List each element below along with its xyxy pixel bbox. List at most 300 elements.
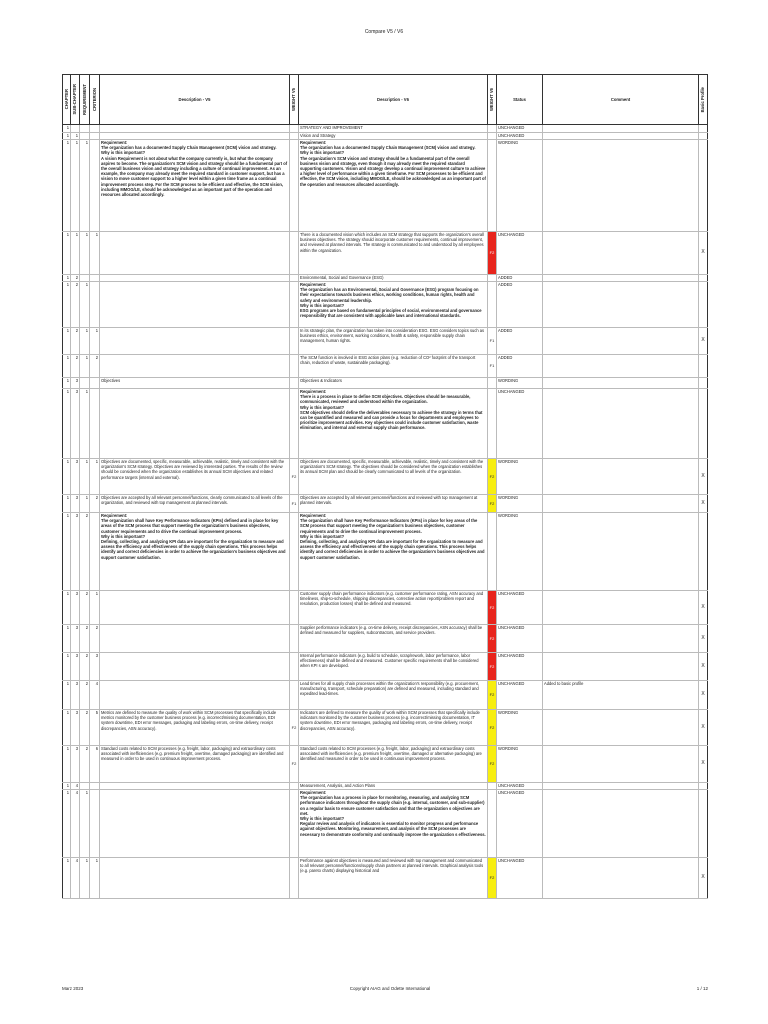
comment-cell [543,275,699,281]
criterion-number: 4 [90,681,100,709]
criterion-number: 1 [90,232,100,274]
description-line: The organization's SCM vision and strategy should be a fundamental part of the overall business vision and strategy, even though it may already meet the required standard supporting customers. Vision and strategy develop a continual improvement culture to achieve a higher level of performance within a given timeframe. For SCM processes to be efficient and effective, the SCM vision, including MMOG/LE, should be acknowledged as an important part of the operation and resources allocated accordingly. [300,155,486,187]
chapter-number: 1 [62,591,71,624]
description-v5 [100,513,290,590]
weight-v6 [488,282,497,327]
comment-cell [543,653,699,680]
description-line: Requirement: [300,389,327,394]
description-line: STRATEGY AND IMPROVEMENT [300,125,363,130]
table-row [62,282,708,328]
description-line: A vision Requirement is not about what the company currently is, but what the company aspires to become. The organization's SCM vision and strategy should be a fundamental part of the overall business vision and strategy including a culture of continual improvement. As an example, the company may already meet the required standard in customer support, but has a vision to move customer support to a higher level within a given time frame as a continual improvement process step. For the SCM process to be efficient and effective, the SCM vision, including MMOG/LE, should be acknowledged as an important part of the operation and resources allocated accordingly. [101,155,288,198]
description-line: Environmental, Social and Governance (ESG) [300,275,384,280]
description-v5 [100,232,290,274]
basic-profile-mark [699,275,708,281]
sub-chapter-number: 1 [71,232,80,274]
description-v5 [100,355,290,377]
description-line: Metrics are defined to measure the quality of work within SCM processes that specifically include metrics monitored by the customer business process (e.g. incorrect/missing documentation, EDI system downtime, EDI error messages, packaging and labeling errors, on-time delivery, receipt discrepancies, ASN accuracy). [101,710,277,731]
requirement-number: 1 [80,282,90,327]
weight-v5 [290,681,299,709]
criterion-number [90,790,100,857]
status-cell: UNCHANGED [497,681,543,709]
page-title: Compare V5 / V6 [364,29,404,35]
description-line: Internal performance indicators (e.g. build to schedule, scrap/rework, labor performance, labor effectiveness) shall be defined and measured. Customer specific requirements shall be considered when KPI s are developed. [300,653,479,669]
sub-chapter-number: 3 [71,513,80,590]
description-v6 [299,459,488,494]
description-line: Objectives are accepted by all relevant personnel/functions and reviewed with top management at planned intervals. [300,495,478,506]
table-header [62,74,708,125]
description-v6 [299,783,488,789]
requirement-number: 1 [80,790,90,857]
chapter-number: 1 [62,378,71,388]
requirement-number [80,125,90,132]
footer-page-number: 1 / 12 [696,986,708,991]
status-cell: UNCHANGED [497,790,543,857]
sub-chapter-number: 3 [71,653,80,680]
weight-v5 [290,790,299,857]
requirement-number: 1 [80,232,90,274]
sub-chapter-number: 3 [71,378,80,388]
table-row [62,710,708,746]
basic-profile-mark [699,790,708,857]
status-cell: UNCHANGED [497,389,543,458]
comment-cell [543,133,699,139]
criterion-number: 5 [90,710,100,745]
comment-cell [543,790,699,857]
criterion-number [90,783,100,789]
requirement-number: 2 [80,710,90,745]
chapter-number: 1 [62,133,71,139]
comment-cell [543,389,699,458]
description-v6 [299,625,488,652]
description-line: Vision and Strategy [300,133,336,138]
table-row [62,495,708,513]
comment-cell [543,591,699,624]
description-v5 [100,378,290,388]
description-line: Objectives [101,378,121,383]
weight-v6: F2 [488,232,497,274]
requirement-number: 1 [80,459,90,494]
description-line: The organization shall have Key Performance Indicators (KPIs) defined and in place for key areas of the SCM process that support meeting the organization's business objectives, customer requirements and to drive the continual improvement process. [101,518,279,534]
requirement-number: 1 [80,495,90,512]
footer [62,986,708,991]
status-cell: WORDING [497,378,543,388]
basic-profile-mark: X [699,328,708,354]
basic-profile-mark [699,133,708,139]
weight-v6: F2 [488,591,497,624]
table-row [62,140,708,232]
description-v6 [299,591,488,624]
description-line: Why is this important? [300,816,345,822]
description-v6 [299,275,488,281]
status-cell: UNCHANGED [497,625,543,652]
description-v5 [100,858,290,898]
description-line: Indicators are defined to measure the quality of work within SCM processes that specifically include indicators monitored by the customer business process (e.g. incorrect/missing documentation, IT system downtime, EDI error messages, packaging and labeling errors, on-time delivery, receipt discrepancies, ASN accuracy). [300,710,480,731]
description-v5 [100,783,290,789]
status-cell: WORDING [497,140,543,231]
requirement-number: 1 [80,858,90,898]
table-row [62,858,708,899]
status-cell: UNCHANGED [497,232,543,274]
comment-cell [543,125,699,132]
requirement-number: 1 [80,140,90,231]
criterion-number: 1 [90,459,100,494]
description-line: Requirement: [300,790,327,795]
criterion-number [90,133,100,139]
criterion-number: 1 [90,591,100,624]
description-v5 [100,275,290,281]
weight-v6 [488,389,497,458]
criterion-number [90,389,100,458]
header-desc-v5: Description - V5 [100,75,290,124]
weight-v5 [290,783,299,789]
description-line: Why is this important? [101,150,146,156]
table-row [62,232,708,275]
description-line: Objectives are documented, specific, measurable, achievable, realistic, timely and consistent with the organization's SCM strategy. The objectives should be considered when the organization establishes its annual SCM plan and should be clearly communicated to all levels of the organization. [300,459,484,475]
weight-v5: F2 [290,710,299,745]
basic-profile-mark: X [699,625,708,652]
sub-chapter-number: 2 [71,275,80,281]
table-row [62,783,708,790]
basic-profile-mark: X [699,710,708,745]
weight-v5 [290,591,299,624]
description-line: Requirement: [101,140,128,145]
description-line: There is a process in place to define SCM objectives. Objectives should be measurable, communicated, reviewed and understood within the organization. [300,394,471,405]
chapter-number: 1 [62,389,71,458]
description-line: Objectives are documented, specific, measurable, achievable, realistic, timely and consistent with the organization's SCM strategy. Objectives are reviewed by interested parties. The results of the review should be considered when the organization establishes its annual SCM objectives and related performance targets (internal and external). [101,459,285,480]
weight-v6: F1 [488,328,497,354]
description-v6 [299,355,488,377]
status-cell: UNCHANGED [497,653,543,680]
sub-chapter-number: 3 [71,591,80,624]
basic-profile-mark [699,378,708,388]
weight-v5 [290,133,299,139]
description-line: The SCM function is involved in ESG action plans (e.g. reduction of CO² footprint of the transport chain, reduction of waste, sustainable packaging). [300,355,476,366]
description-line: Requirement: [300,513,327,518]
table-row [62,591,708,625]
description-v5 [100,389,290,458]
status-cell: WORDING [497,459,543,494]
chapter-number: 1 [62,783,71,789]
criterion-number: 3 [90,653,100,680]
chapter-number: 1 [62,282,71,327]
status-cell: UNCHANGED [497,783,543,789]
weight-v5 [290,140,299,231]
sub-chapter-number: 3 [71,389,80,458]
description-v6 [299,746,488,782]
table-row [62,389,708,459]
comment-cell [543,513,699,590]
status-cell: WORDING [497,746,543,782]
sub-chapter-number [71,125,80,132]
weight-v5 [290,328,299,354]
comment-cell [543,625,699,652]
criterion-number: 2 [90,625,100,652]
description-v5 [100,133,290,139]
requirement-number: 1 [80,328,90,354]
weight-v6 [488,125,497,132]
description-line: Objectives are accepted by all relevant personnel/functions, clearly communicated to all levels of the organization, and reviewed with top management at planned intervals. [101,495,283,506]
header-sub-chapter: SUB-CHAPTER [71,75,80,124]
basic-profile-mark: X [699,653,708,680]
description-v5 [100,140,290,231]
header-comment: Comment [543,75,699,124]
description-v5 [100,459,290,494]
basic-profile-mark [699,783,708,789]
description-line: Standard costs related to SCM processes (e.g. freight, labor, packaging) and extraordinary costs associated with inefficiencies (e.g. premium freight, overtime, damaged or alternative packaging) are identified and measured in order to be used in continuous improvement process. [300,746,482,762]
table-row [62,125,708,133]
chapter-number: 1 [62,140,71,231]
chapter-number: 1 [62,495,71,512]
description-line: Customer supply chain performance indicators (e.g. customer performance rating, ASN accuracy and timeliness, ship-to-schedule, shipping discrepancies, corrective action report/problem report and resolution, production losses) shall be defined and measured. [300,591,484,607]
weight-v6 [488,378,497,388]
description-line: In its strategic plan, the organization has taken into consideration ESG. ESG considers topics such as business ethics, environment, working conditions, health & safety, responsible supply chain management, human rights. [300,328,485,344]
comment-cell [543,282,699,327]
description-line: Lead times for all supply chain processes within the organization's responsibility (e.g. procurement, manufacturing, transport, schedule preparation) are defined and measured, including standard and expedited lead-times. [300,681,479,697]
requirement-number [80,133,90,139]
basic-profile-mark: X [699,459,708,494]
requirement-number: 2 [80,681,90,709]
comment-cell [543,459,699,494]
comment-cell [543,858,699,898]
header-chapter: CHAPTER [62,75,71,124]
description-line: Requirement: [300,140,327,145]
table-row [62,378,708,389]
description-line: SCM objectives should define the deliverables necessary to achieve the strategy in terms that can be quantified and measured and can provide a focus for departments and employees to prioritize improvement activities. Key objectives could include customer satisfaction, waste elimination, and internal and external supply chain performance. [300,409,483,431]
weight-v5 [290,282,299,327]
basic-profile-mark [699,125,708,132]
weight-v5 [290,125,299,132]
criterion-number: 6 [90,746,100,782]
weight-v6 [488,783,497,789]
weight-v5 [290,389,299,458]
description-v6 [299,495,488,512]
description-line: Regular review and analysis of indicators is essential to monitor progress and performance against objectives. Monitoring, measurement, and analysis of the SCM processes are necessary to demonstrate conformity and continually improve the organization s effectiveness. [300,821,486,837]
chapter-number: 1 [62,625,71,652]
weight-v5 [290,653,299,680]
chapter-number: 1 [62,681,71,709]
criterion-number [90,125,100,132]
criterion-number: 2 [90,495,100,512]
sub-chapter-number: 2 [71,355,80,377]
chapter-number: 1 [62,858,71,898]
basic-profile-mark: X [699,858,708,898]
table-row [62,328,708,355]
sub-chapter-number: 2 [71,328,80,354]
weight-v6 [488,140,497,231]
requirement-number: 2 [80,513,90,590]
description-v5 [100,710,290,745]
comment-cell [543,746,699,782]
footer-copyright: Copyright AIAG and Odette International [349,986,431,991]
sub-chapter-number: 1 [71,133,80,139]
description-v6 [299,710,488,745]
description-v6 [299,378,488,388]
weight-v6: F2 [488,625,497,652]
description-v6 [299,282,488,327]
description-line: There is a documented vision which includes an SCM strategy that supports the organization's overall business objectives. The strategy should incorporate customer requirements, continual improvement, and reviewed at planned intervals. The strategy is communicated to and understood by all employees within the organization. [300,232,484,253]
sub-chapter-number: 1 [71,140,80,231]
basic-profile-mark [699,140,708,231]
sub-chapter-number: 4 [71,783,80,789]
weight-v5 [290,275,299,281]
header-desc-v6: Description - V6 [299,75,488,124]
basic-profile-mark [699,389,708,458]
weight-v5 [290,378,299,388]
basic-profile-mark: X [699,495,708,512]
weight-v6: F2 [488,710,497,745]
chapter-number: 1 [62,459,71,494]
comment-cell [543,378,699,388]
requirement-number: 1 [80,389,90,458]
criterion-number [90,275,100,281]
chapter-number: 1 [62,328,71,354]
criterion-number: 1 [90,858,100,898]
description-v5 [100,625,290,652]
chapter-number: 1 [62,513,71,590]
footer-date: Marz 2023 [62,986,84,991]
description-v5 [100,495,290,512]
description-line: The organization has an Environmental, Social and Governance (ESG) program focusing on their expectations towards business ethics, working conditions, human rights, health and safety and environmental leadership. [300,287,479,303]
description-v6 [299,790,488,857]
weight-v5 [290,355,299,377]
weight-v6 [488,790,497,857]
basic-profile-mark [699,513,708,590]
description-v6 [299,653,488,680]
status-cell: ADDED [497,328,543,354]
description-line: The organization has a process in place for monitoring, measuring, and analyzing SCM performance indicators throughout the supply chain (e.g. internal, customer, and sub-supplier) on a regular basis to ensure customer satisfaction and that the organization s objectives are met. [300,795,485,816]
weight-v6: F2 [488,653,497,680]
sub-chapter-number: 3 [71,710,80,745]
chapter-number: 1 [62,746,71,782]
status-cell: WORDING [497,710,543,745]
description-v6 [299,681,488,709]
table-row [62,681,708,710]
chapter-number: 1 [62,232,71,274]
table-row [62,625,708,653]
description-v5 [100,282,290,327]
comment-cell [543,328,699,354]
description-line: Defining, collecting, and analyzing KPI data are important for the organization to measure and assess the efficiency and effectiveness of the supply chain operations. This process helps identify and correct deficiencies in order to achieve the organization's business objectives and support customer satisfaction. [300,539,485,560]
chapter-number: 1 [62,125,71,132]
status-cell: WORDING [497,513,543,590]
description-v6 [299,232,488,274]
criterion-number [90,282,100,327]
description-line: Why is this important? [300,533,345,539]
criterion-number [90,378,100,388]
weight-v5 [290,232,299,274]
table-row [62,790,708,858]
description-line: The organization shall have Key Performance Indicators (KPIs) in place for key areas of the SCM process that support meeting the organization's business objectives, customer requirements and to drive the continual improvement process. [300,518,478,534]
status-cell: UNCHANGED [497,858,543,898]
description-line: ESG programs are based on fundamental principles of social, environmental and governance responsibility that are consistent with applicable laws and international standards. [300,308,482,319]
basic-profile-mark [699,355,708,377]
status-cell: ADDED [497,355,543,377]
description-v6 [299,140,488,231]
description-v5 [100,681,290,709]
description-v5 [100,591,290,624]
header-criterion: CRITERION [90,75,100,124]
header-basic-profile: Basic Profile [699,75,708,124]
weight-v6 [488,275,497,281]
criterion-number: 2 [90,355,100,377]
header-status: Status [497,75,543,124]
weight-v5: F1 [290,495,299,512]
description-line: Performance against objectives is measured and reviewed with top management and communicated to all relevant personnel/functions/supply chain partners at planned intervals. Graphical analysis tools (e.g. pareto charts) displaying historical and [300,858,484,874]
requirement-number: 1 [80,355,90,377]
requirement-number [80,275,90,281]
weight-v6: F2 [488,495,497,512]
chapter-number: 1 [62,710,71,745]
description-v6 [299,858,488,898]
description-v6 [299,133,488,139]
weight-v6 [488,513,497,590]
description-line: Objectives & Indicators [300,378,342,383]
requirement-number [80,378,90,388]
criterion-number: 1 [90,328,100,354]
chapter-number: 1 [62,355,71,377]
weight-v5 [290,513,299,590]
header-requirement: REQUIREMENT [80,75,90,124]
table-row [62,513,708,591]
status-cell: ADDED [497,275,543,281]
status-cell: UNCHANGED [497,125,543,132]
basic-profile-mark: X [699,681,708,709]
description-v6 [299,513,488,590]
basic-profile-mark [699,282,708,327]
requirement-number: 2 [80,625,90,652]
table-row [62,459,708,495]
basic-profile-mark: X [699,232,708,274]
description-v5 [100,328,290,354]
sub-chapter-number: 3 [71,495,80,512]
description-line: Requirement: [300,282,327,287]
header-weight-v5: WEIGHT V5 [290,75,299,124]
sub-chapter-number: 2 [71,282,80,327]
basic-profile-mark: X [699,591,708,624]
criterion-number [90,513,100,590]
weight-v5: F2 [290,746,299,782]
status-cell: UNCHANGED [497,133,543,139]
weight-v6: F2 [488,746,497,782]
description-v5 [100,653,290,680]
table-row [62,746,708,783]
weight-v5 [290,625,299,652]
description-line: Requirement: [101,513,128,518]
requirement-number: 2 [80,591,90,624]
table-row [62,355,708,378]
description-line: Measurement, Analysis, and Action Plans [300,783,376,788]
description-line: The organization has a documented Supply Chain Management (SCM) vision and strategy. [101,145,277,151]
sub-chapter-number: 3 [71,459,80,494]
chapter-number: 1 [62,653,71,680]
description-v6 [299,389,488,458]
table-body [62,125,708,899]
sub-chapter-number: 3 [71,746,80,782]
comment-cell [543,140,699,231]
weight-v6 [488,133,497,139]
weight-v5: F2 [290,459,299,494]
table-row [62,133,708,140]
basic-profile-mark: X [699,746,708,782]
description-line: Supplier performance indicators (e.g. on-time delivery, receipt discrepancies, ASN accuracy) shall be defined and measured for suppliers, subcontractors, and service providers. [300,625,483,636]
header-weight-v6: WEIGHT V6 [488,75,497,124]
description-v5 [100,790,290,857]
comment-cell [543,495,699,512]
criterion-number [90,140,100,231]
sub-chapter-number: 3 [71,681,80,709]
weight-v6: F2 [488,459,497,494]
sub-chapter-number: 4 [71,858,80,898]
